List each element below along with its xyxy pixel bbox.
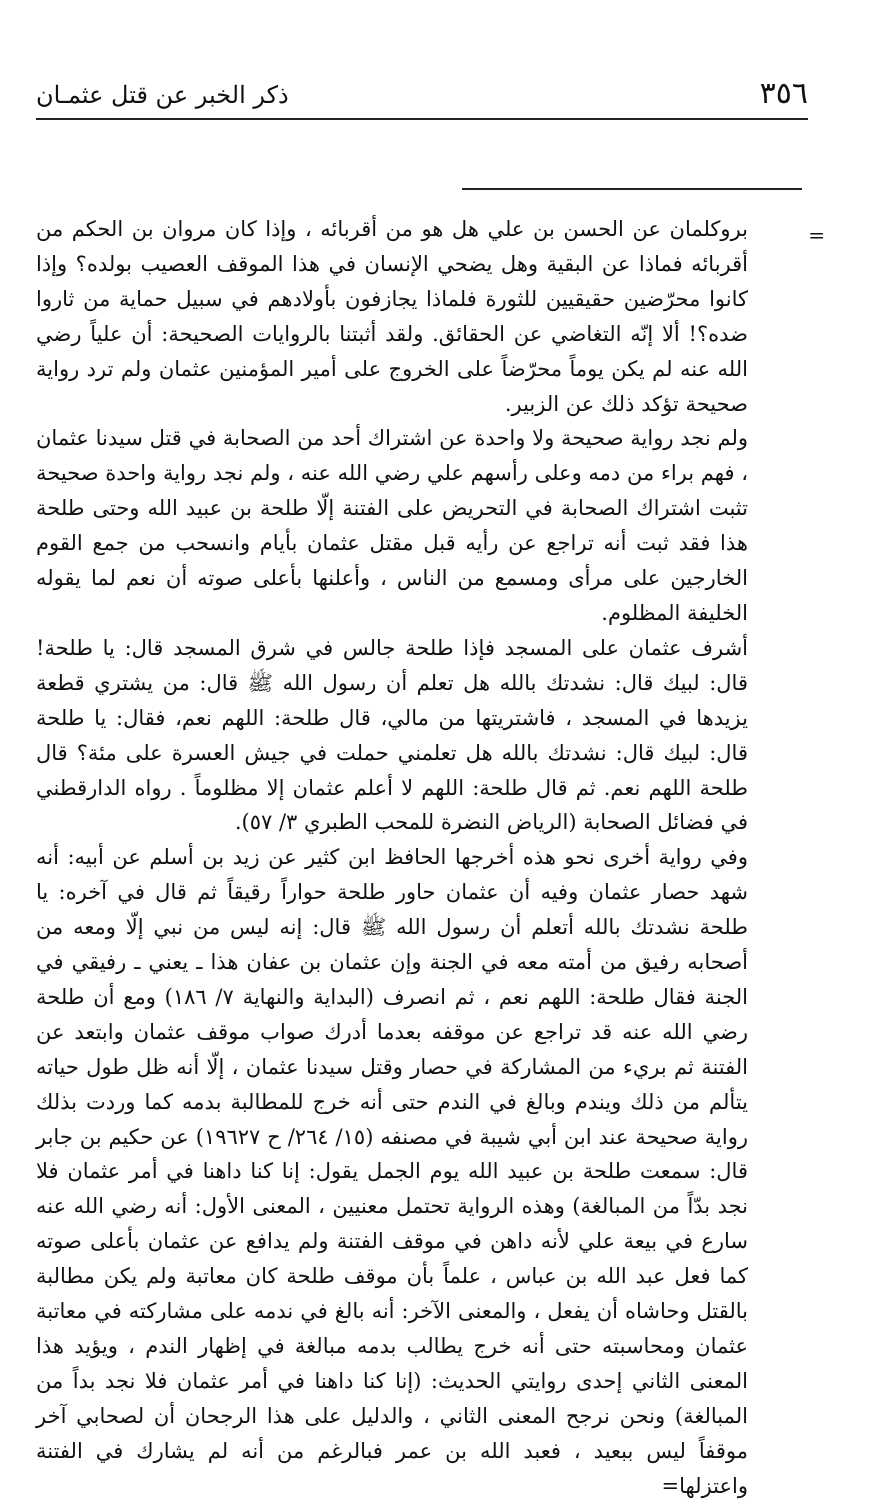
- footnote-paragraph: [36, 840, 748, 1503]
- footnote-paragraph-text: وفي رواية أخرى نحو هذه أخرجها الحافظ ابن كثير عن زيد بن أسلم عن أبيه: أنه شهد حصار عثمان وفيه أن عثمان حاور طلحة حواراً رقيقاً ثم قال في آخره: يا طلحة نشدتك بالله أتعلم أن رسول الله ﷺ قال: إنه ليس من نبي إلّا ومعه من أصحابه رفيق من أمته معه في الجنة وإن عثمان بن عفان هذا ـ يعني ـ رفيقي في الجنة فقال طلحة: اللهم نعم ، ثم انصرف (البداية والنهاية ٧/ ١٨٦) ومع أن طلحة رضي الله عنه قد تراجع عن موقفه بعدما أدرك صواب موقف عثمان وابتعد عن الفتنة ثم بريء من المشاركة في حصار وقتل سيدنا عثمان ، إلّا أنه ظل طول حياته يتألم من ذلك ويندم وبالغ في الندم حتى أنه خرج للمطالبة بدمه كما وردت بذلك رواية صحيحة عند ابن أبي شيبة في مصنفه (١٥/ ٢٦٤/ ح ١٩٦٢٧) عن حكيم بن جابر قال: سمعت طلحة بن عبيد الله يوم الجمل يقول: إنا كنا داهنا في أمر عثمان فلا نجد بدّاً من المبالغة) وهذه الرواية تحتمل معنيين ، المعنى الأول: أنه رضي الله عنه سارع في بيعة علي لأنه داهن في موقف الفتنة ولم يدافع عن عثمان بأعلى صوته كما فعل عبد الله بن عباس ، علماً بأن موقف طلحة كان معاتبة ولم يكن مطالبة بالقتل وحاشاه أن يفعل ، والمعنى الآخر: أنه بالغ في ندمه على مشاركته في معاتبة عثمان ومحاسبته حتى أنه خرج يطالب بدمه مبالغة في إظهار الندم ، ويؤيد هذا المعنى الثاني إحدى روايتي الحديث: (إنا كنا داهنا في أمر عثمان فلا نجد بداً من المبالغة) ونحن نرجح المعنى الثاني ، والدليل على هذا الرجحان أن لصحابي آخر موقفاً ليس ببعيد ، فعبد الله بن عمر فبالرغم من أنه لم يشارك في الفتنة واعتزلها: [36, 845, 748, 1498]
- footnote-continued-mark: =: [808, 223, 825, 247]
- footnote-paragraph: أشرف عثمان على المسجد فإذا طلحة جالس في شرق المسجد قال: يا طلحة! قال: لبيك قال: نشدتك بالله هل تعلم أن رسول الله ﷺ قال: من يشتري قطعة يزيدها في المسجد ، فاشتريتها من مالي، قال طلحة: اللهم نعم، فقال: يا طلحة قال: لبيك قال: نشدتك بالله هل تعلمني حملت في جيش العسرة على مئة؟ قال طلحة اللهم نعم. ثم قال طلحة: اللهم لا أعلم عثمان إلا مظلوماً . رواه الدارقطني في فضائل الصحابة (الرياض النضرة للمحب الطبري ٣/ ٥٧).: [36, 635, 748, 835]
- footnote-continues-mark: =: [661, 1473, 680, 1498]
- running-title: ذكر الخبر عن قتل عثمـان: [36, 81, 289, 109]
- footnote-text: [36, 212, 748, 1504]
- header-rule: [36, 118, 808, 120]
- footnote-separator-rule: [462, 188, 802, 190]
- footnote-paragraph: ولم نجد رواية صحيحة ولا واحدة عن اشتراك أحد من الصحابة في قتل سيدنا عثمان ، فهم براء من دمه وعلى رأسهم علي رضي الله عنه ، ولم نجد رواية واحدة صحيحة تثبت اشتراك الصحابة في التحريض على الفتنة إلّا طلحة بن عبيد الله وحتى طلحة هذا فقد ثبت أنه تراجع عن رأيه قبل مقتل عثمان بأيام وانسحب من جمع القوم الخارجين على مرأى ومسمع من الناس ، وأعلنها بأعلى صوته أن نعم لما يقوله الخليفة المظلوم.: [36, 426, 748, 625]
- footnote-paragraph: بروكلمان عن الحسن بن علي هل هو من أقربائه ، وإذا كان مروان بن الحكم من أقربائه فماذا عن البقية وهل يضحي الإنسان في هذا الموقف العصيب بولده؟ وإذا كانوا محرّضين حقيقيين للثورة فلماذا يجازفون بأولادهم في سبيل حماية من ثاروا ضده؟! ألا إنّه التغاضي عن الحقائق. ولقد أثبتنا بالروايات الصحيحة: أن علياً رضي الله عنه لم يكن يوماً محرّضاً على الخروج على أمير المؤمنين عثمان ولم ترد رواية صحيحة تؤكد ذلك عن الزبير.: [36, 217, 748, 416]
- page-number: ٣٥٦: [759, 76, 808, 111]
- page-header: [36, 74, 808, 118]
